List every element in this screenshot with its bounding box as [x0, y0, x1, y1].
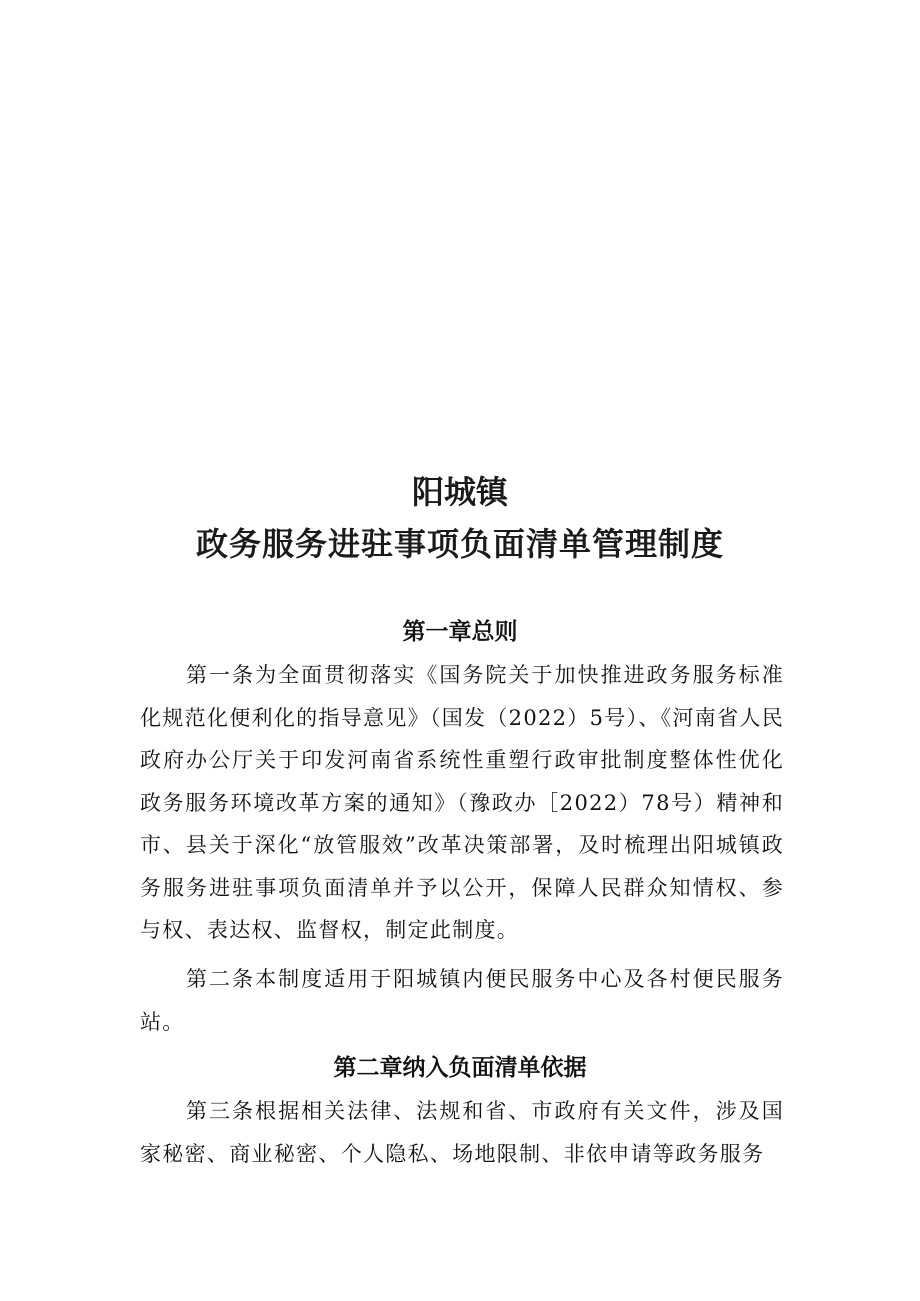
document-title: [0, 472, 920, 564]
article-3-lead: 第三条: [186, 1099, 256, 1123]
chapter-2-heading: 第二章纳入负面清单依据: [333, 1055, 587, 1081]
article-2: [140, 958, 784, 1043]
article-3-text: 根据相关法律、法规和省、市政府有关文件，涉及国家秘密、商业秘密、个人隐私、场地限制、非依申请等政务服务: [140, 1099, 784, 1166]
article-3: [140, 1090, 784, 1175]
article-1-text: 为全面贯彻落实《国务院关于加快推进政务服务标准化规范化便利化的指导意见》（国发（2022）5号）、《河南省人民政府办公厅关于印发河南省系统性重塑行政审批制度整体性优化政务服务环境改革方案的通知》（豫政办［2022）78号）精神和市、县关于深化“放管服效”改革决策部署，及时梳理出阳城镇政务服务进驻事项负面清单并予以公开，保障人民群众知情权、参与权、表达权、监督权，制定此制度。: [140, 663, 784, 942]
article-2-lead: 第二条: [186, 967, 256, 991]
chapter-1-heading: 第一章总则: [402, 619, 518, 645]
article-2-text: 本制度适用于阳城镇内便民服务中心及各村便民服务站。: [140, 967, 784, 1034]
article-1: [140, 654, 784, 952]
title-line-1: 阳城镇: [411, 473, 508, 511]
title-line-2: 政务服务进驻事项负面清单管理制度: [195, 525, 724, 563]
article-1-lead: 第一条: [186, 663, 256, 687]
